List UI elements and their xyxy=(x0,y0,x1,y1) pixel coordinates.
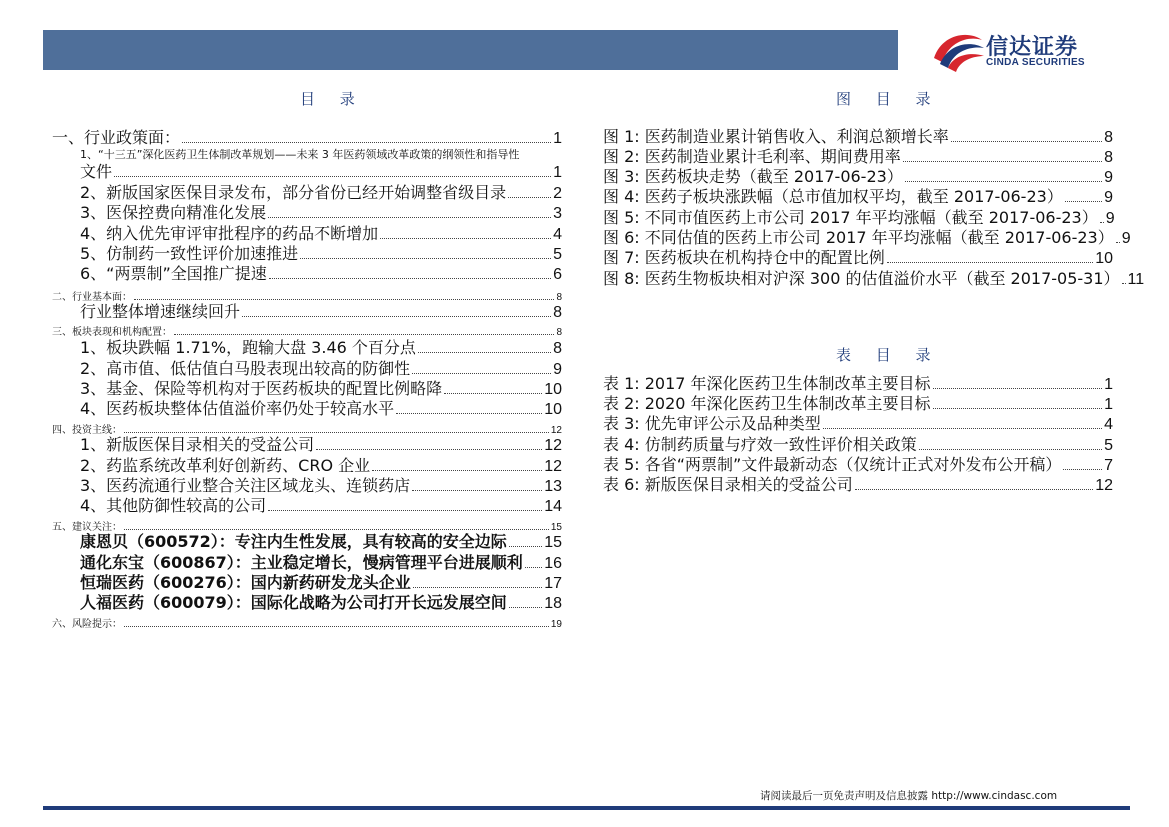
toc-item[interactable] xyxy=(80,185,562,201)
toc-leader xyxy=(268,206,551,218)
toc-item[interactable] xyxy=(80,226,562,242)
toc-leader xyxy=(124,421,549,433)
toc-leader xyxy=(444,382,542,394)
toc-item-label: 一、行业政策面： xyxy=(52,128,181,147)
table-item-label: 表 2: 2020 年深化医药卫生体制改革主要目标 xyxy=(603,394,931,413)
toc-item-label: 行业整体增速继续回升 xyxy=(80,302,241,321)
figure-item-page: 10 xyxy=(1095,250,1113,267)
toc-item[interactable] xyxy=(52,130,562,146)
toc-leader xyxy=(134,288,554,300)
toc-leader xyxy=(372,459,542,471)
table-item-page: 4 xyxy=(1104,416,1113,433)
toc-item[interactable] xyxy=(80,205,562,221)
toc-item-page: 1 xyxy=(553,130,562,147)
toc-item[interactable] xyxy=(80,437,562,453)
toc-item-label: 1、板块跌幅 1.71%，跑输大盘 3.46 个百分点 xyxy=(80,338,416,357)
table-item-label: 表 4: 仿制药质量与疗效一致性评价相关政策 xyxy=(603,435,917,454)
toc-leader xyxy=(508,186,551,198)
table-item-label: 表 5: 各省“两票制”文件最新动态（仅统计正式对外发布公开稿） xyxy=(603,455,1062,474)
toc-item-label: 3、医药流通行业整合关注区域龙头、连锁药店 xyxy=(80,476,411,495)
toc-item-page: 8 xyxy=(556,292,562,303)
toc-leader xyxy=(903,150,1102,162)
toc-leader xyxy=(919,438,1102,450)
toc-item[interactable] xyxy=(80,381,562,397)
figure-item-label: 图 8: 医药生物板块相对沪深 300 的估值溢价水平（截至 2017-05-31） xyxy=(603,269,1120,288)
toc-item-page: 2 xyxy=(553,185,562,202)
toc-leader xyxy=(933,377,1103,389)
figures-title: 图 目 录 xyxy=(836,90,941,108)
toc-leader xyxy=(823,417,1102,429)
toc-item[interactable] xyxy=(80,361,562,377)
toc-leader xyxy=(509,596,542,608)
table-item[interactable] xyxy=(603,477,1113,493)
toc-item-page: 12 xyxy=(544,437,562,454)
footer-bar xyxy=(43,806,1130,810)
toc-leader xyxy=(242,305,551,317)
toc-item[interactable] xyxy=(80,266,562,282)
toc-item-label: 恒瑞医药（600276）：国内新药研发龙头企业 xyxy=(80,573,411,592)
toc-item-label: 三、板块表现和机构配置： xyxy=(52,327,172,338)
figure-item-label: 图 1: 医药制造业累计销售收入、利润总额增长率 xyxy=(603,127,949,146)
toc-item-page: 8 xyxy=(556,327,562,338)
toc-leader xyxy=(509,535,542,547)
toc-leader xyxy=(182,131,551,143)
figure-item-page: 8 xyxy=(1104,129,1113,146)
toc-item-page: 12 xyxy=(544,458,562,475)
toc-item-label: 四、投资主线： xyxy=(52,425,122,436)
toc-item[interactable] xyxy=(80,458,562,474)
toc-item-page: 5 xyxy=(553,246,562,263)
figure-item[interactable] xyxy=(603,250,1113,266)
toc-item-page: 19 xyxy=(550,619,562,630)
toc-item-page: 4 xyxy=(553,226,562,243)
figure-item-label: 图 7: 医药板块在机构持仓中的配置比例 xyxy=(603,248,885,267)
toc-item-label: 4、医药板块整体估值溢价率仍处于较高水平 xyxy=(80,399,395,418)
toc-item-label: 人福医药（600079）：国际化战略为公司打开长远发展空间 xyxy=(80,593,507,612)
toc-item-page: 16 xyxy=(544,555,562,572)
toc-leader xyxy=(1100,211,1104,223)
footer-disclaimer: 请阅读最后一页免责声明及信息披露 http://www.cindasc.com xyxy=(760,790,1058,802)
toc-leader xyxy=(413,576,542,588)
figure-item-label: 图 5: 不同市值医药上市公司 2017 年平均涨幅（截至 2017-06-23） xyxy=(603,208,1098,227)
toc-item-page: 18 xyxy=(544,595,562,612)
toc-item-company[interactable] xyxy=(80,555,562,571)
toc-item-page: 8 xyxy=(553,304,562,321)
figure-item-label: 图 2: 医药制造业累计毛利率、期间费用率 xyxy=(603,147,901,166)
toc-item-company[interactable] xyxy=(80,534,562,550)
toc-item-label: 2、新版国家医保目录发布，部分省份已经开始调整省级目录 xyxy=(80,183,507,202)
header-bar xyxy=(43,30,898,70)
toc-item[interactable] xyxy=(52,323,562,339)
logo-chinese-name: 信达证券 xyxy=(986,35,1079,60)
toc-leader xyxy=(380,227,551,239)
figure-item-label: 图 3: 医药板块走势（截至 2017-06-23） xyxy=(603,167,903,186)
toc-item-company[interactable] xyxy=(80,595,562,611)
figure-item-page: 9 xyxy=(1104,189,1113,206)
toc-leader xyxy=(933,397,1103,409)
toc-leader xyxy=(300,247,551,259)
table-item[interactable] xyxy=(603,457,1113,473)
figure-item-page: 9 xyxy=(1104,169,1113,186)
toc-item-label: 六、风险提示： xyxy=(52,619,122,630)
toc-item[interactable] xyxy=(80,164,562,180)
toc-leader xyxy=(268,499,542,511)
cinda-logo-icon xyxy=(930,28,986,74)
toc-leader xyxy=(124,615,549,627)
table-item-label: 表 3: 优先审评公示及品种类型 xyxy=(603,414,821,433)
toc-leader xyxy=(1122,272,1126,284)
toc-item-page: 15 xyxy=(544,534,562,551)
toc-item-label: 康恩贝（600572）：专注内生性发展，具有较高的安全边际 xyxy=(80,532,507,551)
table-item[interactable] xyxy=(603,396,1113,412)
toc-item-page: 12 xyxy=(550,425,562,436)
figure-item[interactable] xyxy=(603,269,1145,288)
table-item-label: 表 1: 2017 年深化医药卫生体制改革主要目标 xyxy=(603,374,931,393)
toc-item[interactable] xyxy=(80,478,562,494)
table-item-page: 12 xyxy=(1095,477,1113,494)
table-item-page: 7 xyxy=(1104,457,1113,474)
toc-item-page: 6 xyxy=(553,266,562,283)
table-item[interactable] xyxy=(603,416,1113,432)
toc-leader xyxy=(269,267,551,279)
toc-item-label: 3、医保控费向精准化发展 xyxy=(80,203,267,222)
figure-item[interactable] xyxy=(603,129,1113,145)
toc-item-label: 2、药监系统改革利好创新药、CRO 企业 xyxy=(80,456,371,475)
toc-item[interactable] xyxy=(52,615,562,631)
toc-item-page: 14 xyxy=(544,498,562,515)
figure-item[interactable] xyxy=(603,189,1113,205)
toc-leader xyxy=(412,479,542,491)
toc-item[interactable] xyxy=(80,246,562,262)
toc-item-label[interactable]: 1、“十三五”深化医药卫生体制改革规划——未来 3 年医药领域改革政策的纲领性和指导性 xyxy=(80,148,520,161)
figure-item[interactable] xyxy=(603,149,1113,165)
figure-item[interactable] xyxy=(603,169,1113,185)
toc-item-company[interactable] xyxy=(80,575,562,591)
figure-item[interactable] xyxy=(603,228,1131,247)
figure-item-page: 9 xyxy=(1121,230,1131,247)
toc-leader xyxy=(887,251,1093,263)
figure-item[interactable] xyxy=(603,210,1113,226)
toc-leader xyxy=(855,478,1093,490)
toc-item-label: 6、“两票制”全国推广提速 xyxy=(80,264,267,283)
toc-leader xyxy=(316,438,542,450)
toc-leader xyxy=(174,323,554,335)
table-item-page: 1 xyxy=(1104,396,1113,413)
toc-title: 目 录 xyxy=(300,90,365,108)
figure-item-page: 8 xyxy=(1104,149,1113,166)
toc-leader xyxy=(905,170,1102,182)
toc-leader xyxy=(525,556,542,568)
toc-item-label: 1、新版医保目录相关的受益公司 xyxy=(80,435,315,454)
toc-item-page: 10 xyxy=(544,401,562,418)
toc-item-label: 通化东宝（600867）：主业稳定增长，慢病管理平台进展顺利 xyxy=(80,553,523,572)
toc-item-label: 5、仿制药一致性评价加速推进 xyxy=(80,244,299,263)
table-item-label: 表 6: 新版医保目录相关的受益公司 xyxy=(603,475,853,494)
toc-item-page: 9 xyxy=(553,361,562,378)
toc-item-label-cont: 文件 xyxy=(80,162,113,181)
toc-item-label: 2、高市值、低估值白马股表现出较高的防御性 xyxy=(80,359,411,378)
logo-english-name: CINDA SECURITIES xyxy=(986,57,1085,68)
toc-item-page: 1 xyxy=(553,164,562,181)
toc-item-page: 17 xyxy=(544,575,562,592)
toc-item-page: 15 xyxy=(550,522,562,533)
toc-item[interactable] xyxy=(80,498,562,514)
toc-leader xyxy=(396,402,542,414)
toc-item[interactable] xyxy=(80,340,562,356)
toc-leader xyxy=(1063,458,1102,470)
toc-item-page: 3 xyxy=(553,205,562,222)
tables-title: 表 目 录 xyxy=(836,346,941,364)
toc-item[interactable] xyxy=(80,401,562,417)
toc-item-label: 4、其他防御性较高的公司 xyxy=(80,496,267,515)
toc-item-page: 13 xyxy=(544,478,562,495)
table-item[interactable] xyxy=(603,437,1113,453)
toc-leader xyxy=(951,130,1102,142)
toc-item-label: 3、基金、保险等机构对于医药板块的配置比例略降 xyxy=(80,379,443,398)
table-item-page: 5 xyxy=(1104,437,1113,454)
table-item[interactable] xyxy=(603,376,1113,392)
figure-item-label: 图 6: 不同估值的医药上市公司 2017 年平均涨幅（截至 2017-06-23） xyxy=(603,228,1114,247)
toc-item-label: 二、行业基本面： xyxy=(52,292,132,303)
toc-leader xyxy=(124,518,549,530)
toc-item-page: 10 xyxy=(544,381,562,398)
toc-item[interactable] xyxy=(80,304,562,320)
toc-item-page: 8 xyxy=(553,340,562,357)
toc-leader xyxy=(1065,190,1102,202)
figure-item-page: 9 xyxy=(1105,210,1115,227)
table-item-page: 1 xyxy=(1104,376,1113,393)
cinda-logo xyxy=(930,28,1130,74)
toc-leader xyxy=(114,165,551,177)
toc-item-label: 4、纳入优先审评审批程序的药品不断增加 xyxy=(80,224,379,243)
figure-item-label: 图 4: 医药子板块涨跌幅（总市值加权平均，截至 2017-06-23） xyxy=(603,187,1063,206)
toc-item-label: 五、建议关注： xyxy=(52,522,122,533)
toc-leader xyxy=(412,362,551,374)
figure-item-page: 11 xyxy=(1127,271,1145,288)
toc-leader xyxy=(1116,231,1120,243)
toc-leader xyxy=(418,341,551,353)
